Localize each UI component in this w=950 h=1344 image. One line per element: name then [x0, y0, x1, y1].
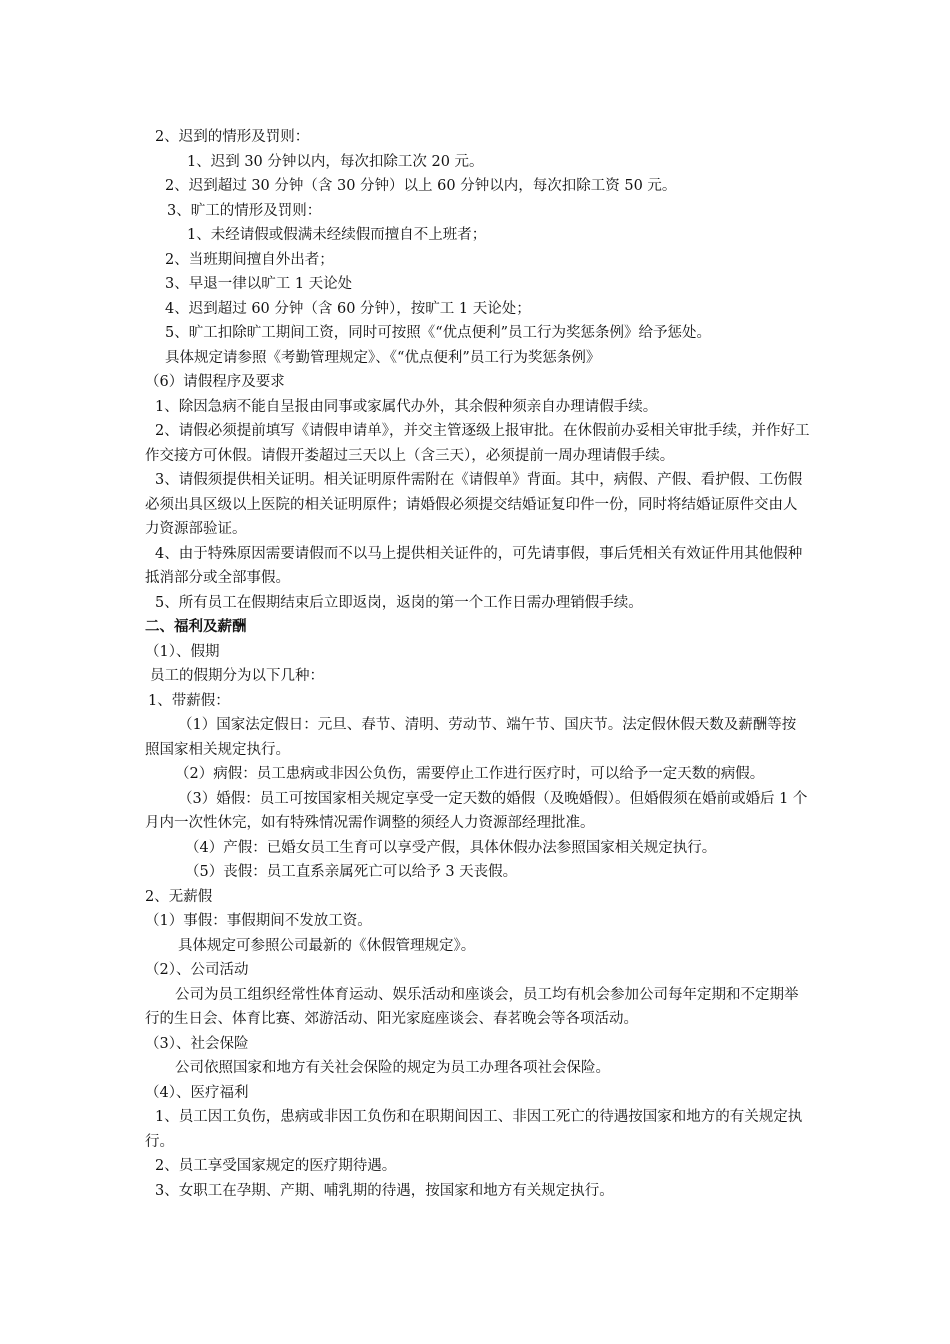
activities-text: 公司为员工组织经常性体育运动、娱乐活动和座谈会，员工均有机会参加公司每年定期和不定期举行的生日会、体育比赛、郊游活动、阳光家庭座谈会、春茗晚会等各项活动。 [145, 986, 799, 1027]
absent-rule-item: 4、迟到超过 60 分钟（含 60 分钟），按旷工 1 天论处； [165, 300, 531, 317]
absent-rules-note: 具体规定请参照《考勤管理规定》、《“优点便利”员工行为奖惩条例》 [165, 349, 601, 366]
absent-rule-item: 2、当班期间擅自外出者； [165, 251, 334, 268]
absent-rules-title: 3、旷工的情形及罚则： [167, 202, 322, 219]
late-rules-title: 2、迟到的情形及罚则： [155, 129, 310, 145]
insurance-title: （3）、社会保险 [145, 1035, 249, 1052]
medical-item: 2、员工享受国家规定的医疗期待遇。 [155, 1158, 397, 1174]
medical-item: 3、女职工在孕期、产期、哺乳期的待遇，按国家和地方有关规定执行。 [155, 1182, 614, 1199]
paid-leave-item: （2）病假：员工患病或非因公负伤，需要停止工作进行医疗时，可以给予一定天数的病假。 [175, 766, 765, 782]
activities-title: （2）、公司活动 [145, 962, 249, 978]
unpaid-leave-title: 2、无薪假 [145, 888, 213, 905]
late-rule-item: 2、迟到超过 30 分钟（含 30 分钟）以上 60 分钟以内，每次扣除工资 50 元。 [165, 178, 677, 194]
benefits-heading: 二、福利及薪酬 [145, 619, 247, 635]
holiday-title: （1）、假期 [145, 643, 220, 660]
leave-procedure-item: 2、请假必须提前填写《请假申请单》，并交主管逐级上报审批。在休假前办妥相关审批手续，并作好工作交接方可休假。请假开娄超过三天以上（含三天），必须提前一周办理请假手续。 [145, 423, 810, 464]
paid-leave-item: （4）产假：已婚女员工生育可以享受产假，具体休假办法参照国家相关规定执行。 [185, 839, 717, 856]
leave-procedure-item: 4、由于特殊原因需要请假而不以马上提供相关证件的，可先请事假，事后凭相关有效证件用其他假种抵消部分或全部事假。 [145, 545, 803, 586]
paid-leave-item: （3）婚假：员工可按国家相关规定享受一定天数的婚假（及晚婚假）。但婚假须在婚前或婚后 1 个月内一次性休完，如有特殊情况需作调整的须经人力资源部经理批准。 [145, 790, 808, 831]
document-body [145, 125, 810, 1203]
insurance-text: 公司依照国家和地方有关社会保险的规定为员工办理各项社会保险。 [175, 1060, 610, 1076]
holiday-note: 具体规定可参照公司最新的《休假管理规定》。 [178, 937, 476, 954]
paid-leave-title: 1、带薪假： [148, 692, 230, 709]
paid-leave-item: （5）丧假：员工直系亲属死亡可以给予 3 天丧假。 [185, 864, 518, 880]
leave-procedure-item: 5、所有员工在假期结束后立即返岗，返岗的第一个工作日需办理销假手续。 [155, 594, 643, 611]
holiday-intro: 员工的假期分为以下几种： [150, 668, 324, 684]
medical-title: （4）、医疗福利 [145, 1084, 249, 1101]
absent-rule-item: 1、未经请假或假满未经续假而擅自不上班者； [187, 227, 487, 243]
absent-rule-item: 3、早退一律以旷工 1 天论处 [165, 276, 353, 292]
absent-rule-item: 5、旷工扣除旷工期间工资，同时可按照《“优点便利”员工行为奖惩条例》给予惩处。 [165, 325, 712, 341]
late-rule-item: 1、迟到 30 分钟以内，每次扣除工次 20 元。 [187, 153, 484, 170]
leave-procedure-title: （6）请假程序及要求 [145, 374, 285, 390]
medical-item: 1、员工因工负伤，患病或非因工负伤和在职期间因工、非因工死亡的待遇按国家和地方的有关规定执行。 [145, 1109, 803, 1150]
unpaid-leave-item: （1）事假：事假期间不发放工资。 [145, 913, 372, 929]
leave-procedure-item: 3、请假须提供相关证明。相关证明原件需附在《请假单》背面。其中，病假、产假、看护假、工伤假必须出具区级以上医院的相关证明原件；请婚假必须提交结婚证复印件一份，同时将结婚证原件交由人力资源部验证。 [145, 472, 803, 537]
leave-procedure-item: 1、除因急病不能自呈报由同事或家属代办外，其余假种须亲自办理请假手续。 [155, 398, 658, 415]
paid-leave-item: （1）国家法定假日：元旦、春节、清明、劳动节、端午节、国庆节。法定假休假天数及薪酬等按照国家相关规定执行。 [145, 717, 797, 758]
